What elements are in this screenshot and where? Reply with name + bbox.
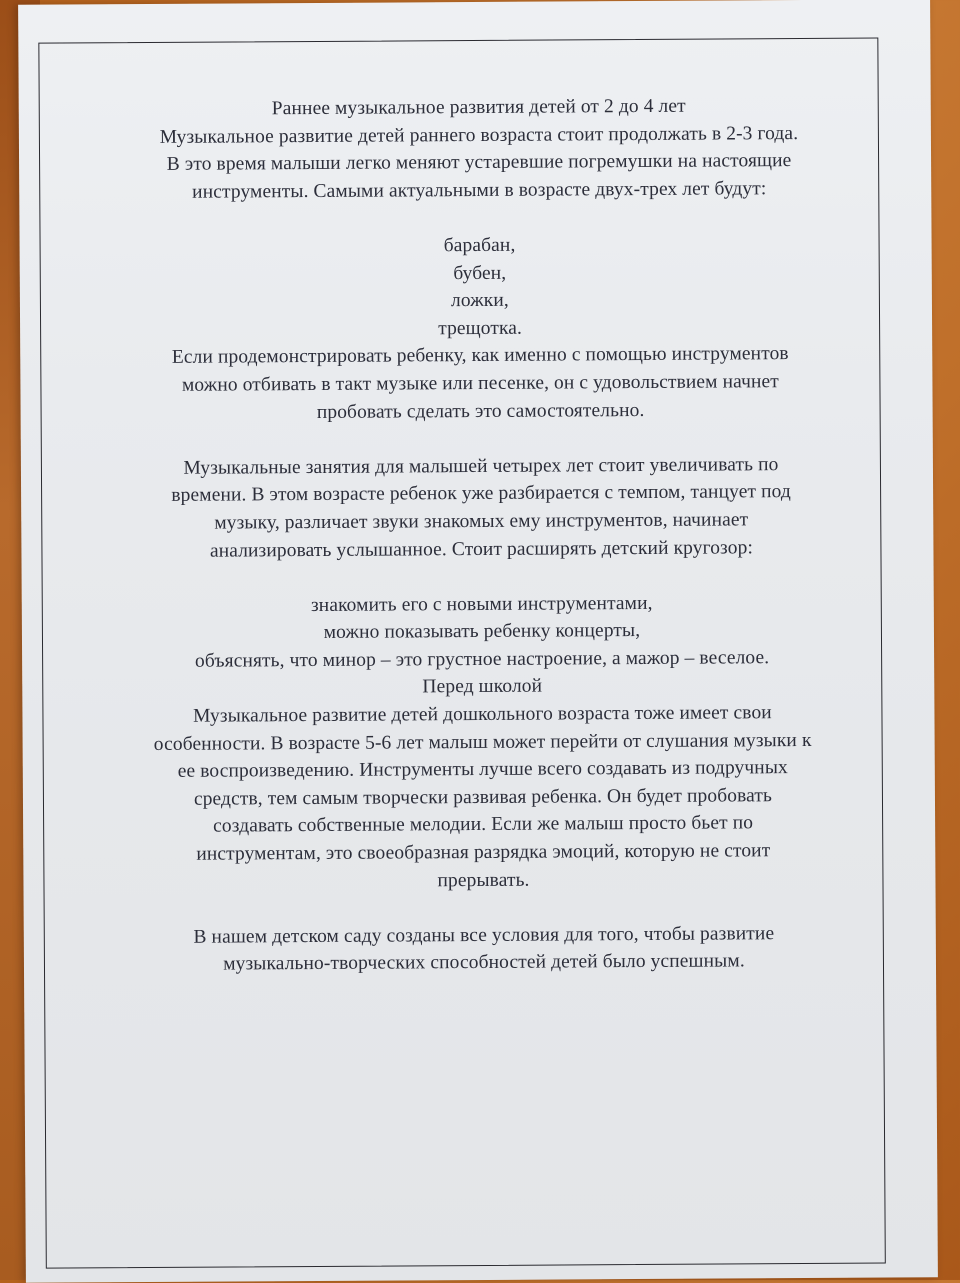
closing-paragraph: [64, 919, 904, 979]
text-line: пробовать сделать это самостоятельно.: [316, 399, 645, 423]
text-line: можно отбивать в такт музыке или песенке, он с удовольствием начнет: [181, 371, 779, 396]
text-line: музыкально-творческих способностей детей было успешным.: [223, 950, 745, 975]
section-heading: Перед школой: [422, 676, 543, 698]
intro-paragraph: [59, 119, 899, 207]
list-item: бубен,: [453, 262, 507, 284]
preschool-paragraph: [62, 698, 903, 896]
document-text: [59, 91, 904, 979]
text-line: Музыкальное развитие детей дошкольного возраста тоже имеет свои: [192, 702, 772, 727]
list-item: объяснять, что минор – это грустное настроение, а мажор – веселое.: [194, 647, 770, 672]
text-line: Если продемонстрировать ребенку, как именно с помощью инструментов: [171, 343, 789, 369]
text-line: особенности. В возрасте 5-6 лет малыш может перейти от слушания музыки к: [153, 729, 812, 755]
text-line: В нашем детском саду созданы все условия для того, чтобы развитие: [193, 923, 775, 948]
four-years-paragraph: [61, 450, 902, 566]
text-line: анализировать услышанное. Стоит расширять детский кругозор:: [209, 536, 753, 562]
list-item: ложки,: [450, 289, 509, 312]
document-title: Раннее музыкальное развития детей от 2 до 4 лет: [271, 95, 686, 120]
text-line: музыку, различает звуки знакомых ему инструментов, начинает: [214, 509, 749, 534]
text-line: В это время малыши легко меняют устаревшие погремушки на настоящие: [166, 150, 792, 176]
horizon-list: [62, 588, 902, 676]
paper-sheet: [18, 0, 938, 1283]
text-line: средств, тем самым творчески развивая ребенка. Он будет пробовать: [193, 785, 773, 810]
text-line: времени. В этом возрасте ребенок уже разбирается с темпом, танцует под: [171, 481, 791, 507]
text-line: ее воспроизведению. Инструменты лучше всего создавать из подручных: [177, 757, 788, 783]
list-item: знакомить его с новыми инструментами,: [310, 592, 653, 616]
list-item: трещотка.: [438, 317, 523, 339]
text-line: Музыкальные занятия для малышей четырех лет стоит увеличивать по: [183, 453, 779, 479]
text-line: Музыкальное развитие детей раннего возраста стоит продолжать в 2-3 года.: [159, 122, 799, 148]
list-item: можно показывать ребенку концерты,: [323, 620, 641, 644]
text-line: прерывать.: [437, 869, 530, 891]
instrument-list: [60, 229, 901, 345]
text-line: инструменты. Самыми актуальными в возрасте двух-трех лет будут:: [192, 178, 767, 203]
demo-paragraph: [60, 340, 900, 428]
text-line: создавать собственные мелодии. Если же малыш просто бьет по: [213, 812, 754, 838]
list-item: барабан,: [443, 234, 516, 257]
text-line: инструментам, это своеобразная разрядка эмоций, которую не стоит: [196, 840, 771, 865]
